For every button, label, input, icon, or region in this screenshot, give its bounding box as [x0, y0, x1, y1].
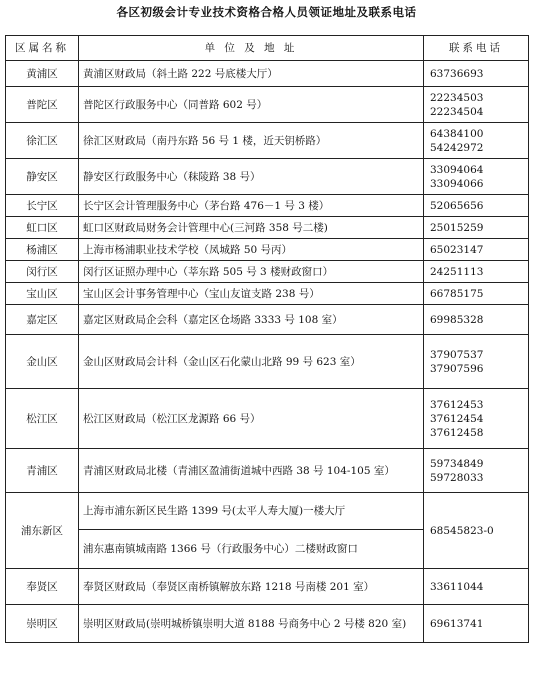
address-cell: 普陀区行政服务中心（同普路 602 号） — [79, 87, 424, 123]
table-row — [6, 159, 529, 195]
phone-number: 64384100 — [430, 127, 484, 140]
phone-number: 68545823-0 — [430, 524, 494, 537]
phone-number: 66785175 — [430, 287, 484, 300]
phone-cell — [424, 195, 529, 217]
phone-number: 24251113 — [430, 265, 484, 278]
table-row — [6, 493, 529, 530]
phone-number: 37907537 — [430, 348, 484, 361]
phone-number: 37612454 — [430, 412, 484, 425]
phone-number: 52065656 — [430, 199, 484, 212]
table-body — [6, 61, 529, 643]
table-row — [6, 605, 529, 643]
phone-number: 22234504 — [430, 105, 484, 118]
table-row — [6, 305, 529, 335]
address-cell: 崇明区财政局(崇明城桥镇崇明大道 8188 号商务中心 2 号楼 820 室) — [79, 605, 424, 643]
district-cell: 长宁区 — [6, 195, 79, 217]
document-title: 各区初级会计专业技术资格合格人员领证地址及联系电话 — [116, 5, 417, 19]
district-cell: 宝山区 — [6, 283, 79, 305]
address-cell: 宝山区会计事务管理中心（宝山友谊支路 238 号） — [79, 283, 424, 305]
phone-cell — [424, 261, 529, 283]
phone-number: 69613741 — [430, 617, 484, 630]
district-cell: 奉贤区 — [6, 569, 79, 605]
phone-number: 25015259 — [430, 221, 484, 234]
phone-cell — [424, 283, 529, 305]
phone-cell — [424, 493, 529, 569]
phone-cell — [424, 123, 529, 159]
district-cell: 松江区 — [6, 389, 79, 449]
address-cell: 虹口区财政局财务会计管理中心(三河路 358 号二楼) — [79, 217, 424, 239]
district-cell: 虹口区 — [6, 217, 79, 239]
phone-number: 37612458 — [430, 426, 484, 439]
table-row — [6, 569, 529, 605]
phone-number: 37612453 — [430, 398, 484, 411]
district-cell: 金山区 — [6, 335, 79, 389]
phone-number: 33094066 — [430, 177, 484, 190]
district-cell: 闵行区 — [6, 261, 79, 283]
district-cell: 崇明区 — [6, 605, 79, 643]
address-cell: 徐汇区财政局（南丹东路 56 号 1 楼，近天钥桥路） — [79, 123, 424, 159]
district-cell: 普陀区 — [6, 87, 79, 123]
table-row — [6, 195, 529, 217]
table-row — [6, 87, 529, 123]
address-cell: 松江区财政局（松江区龙源路 66 号） — [79, 389, 424, 449]
phone-number: 33611044 — [430, 580, 484, 593]
district-cell: 静安区 — [6, 159, 79, 195]
table-row — [6, 335, 529, 389]
address-cell: 浦东惠南镇城南路 1366 号（行政服务中心）二楼财政窗口 — [79, 530, 424, 569]
district-cell: 青浦区 — [6, 449, 79, 493]
phone-number: 54242972 — [430, 141, 484, 154]
address-cell: 黄浦区财政局（斜土路 222 号底楼大厅） — [79, 61, 424, 87]
phone-number: 59734849 — [430, 457, 484, 470]
table-row — [6, 61, 529, 87]
address-cell: 长宁区会计管理服务中心（茅台路 476－1 号 3 楼） — [79, 195, 424, 217]
table-header-row — [6, 36, 529, 61]
phone-cell — [424, 159, 529, 195]
phone-cell — [424, 61, 529, 87]
address-cell: 静安区行政服务中心（秣陵路 38 号） — [79, 159, 424, 195]
address-cell: 青浦区财政局北楼（青浦区盈浦街道城中西路 38 号 104-105 室） — [79, 449, 424, 493]
address-cell: 上海市浦东新区民生路 1399 号(太平人寿大厦)一楼大厅 — [79, 493, 424, 530]
table-row — [6, 261, 529, 283]
table-row — [6, 283, 529, 305]
phone-cell — [424, 239, 529, 261]
phone-number: 63736693 — [430, 67, 484, 80]
district-cell: 杨浦区 — [6, 239, 79, 261]
header-address: 单 位 及 地 址 — [79, 36, 424, 61]
district-cell: 徐汇区 — [6, 123, 79, 159]
phone-cell — [424, 335, 529, 389]
address-cell: 闵行区证照办理中心（莘东路 505 号 3 楼财政窗口） — [79, 261, 424, 283]
district-cell: 黄浦区 — [6, 61, 79, 87]
phone-number: 65023147 — [430, 243, 484, 256]
header-district: 区属名称 — [6, 36, 79, 61]
phone-cell — [424, 87, 529, 123]
phone-number: 22234503 — [430, 91, 484, 104]
phone-number: 59728033 — [430, 471, 484, 484]
phone-cell — [424, 569, 529, 605]
phone-number: 33094064 — [430, 163, 484, 176]
table-row — [6, 239, 529, 261]
phone-number: 69985328 — [430, 313, 484, 326]
phone-cell — [424, 305, 529, 335]
phone-cell — [424, 217, 529, 239]
address-cell: 上海市杨浦职业技术学校（凤城路 50 号丙） — [79, 239, 424, 261]
contact-table — [5, 35, 529, 643]
table-row — [6, 123, 529, 159]
address-cell: 嘉定区财政局企会科（嘉定区仓场路 3333 号 108 室） — [79, 305, 424, 335]
table-row — [6, 217, 529, 239]
phone-cell — [424, 389, 529, 449]
table-row — [6, 449, 529, 493]
phone-cell — [424, 605, 529, 643]
district-cell: 浦东新区 — [6, 493, 79, 569]
phone-cell — [424, 449, 529, 493]
table-row — [6, 389, 529, 449]
header-phone: 联系电话 — [424, 36, 529, 61]
address-cell: 奉贤区财政局（奉贤区南桥镇解放东路 1218 号南楼 201 室） — [79, 569, 424, 605]
address-cell: 金山区财政局会计科（金山区石化蒙山北路 99 号 623 室） — [79, 335, 424, 389]
district-cell: 嘉定区 — [6, 305, 79, 335]
phone-number: 37907596 — [430, 362, 484, 375]
